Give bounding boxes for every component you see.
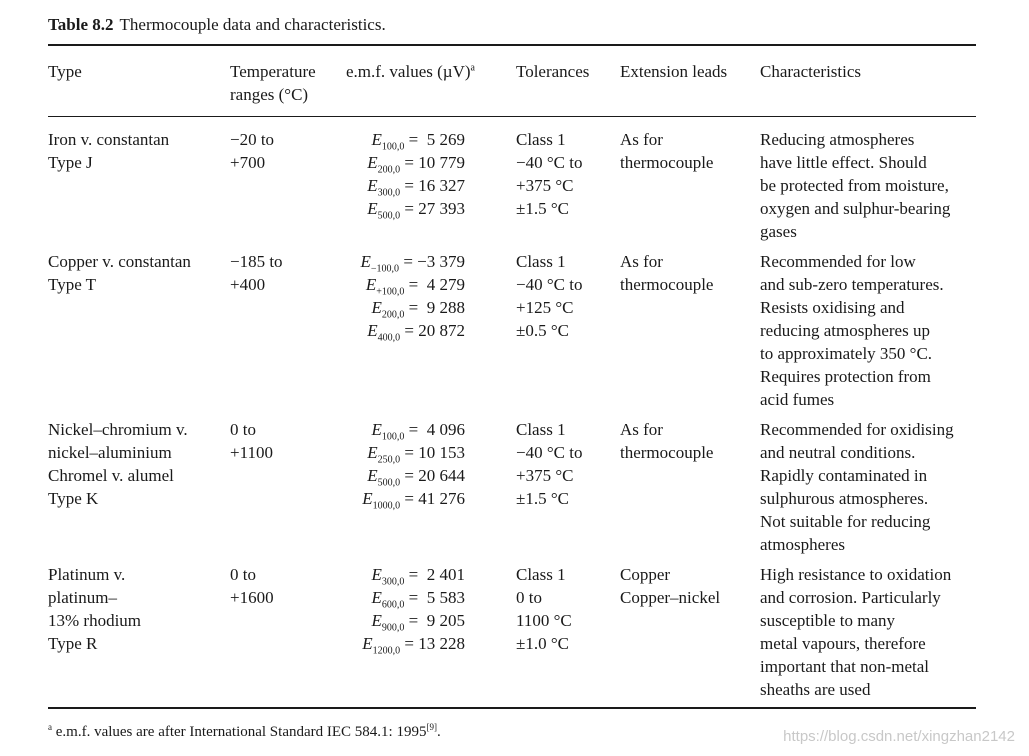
emf-value-line (346, 319, 465, 342)
row-3-tolerances (516, 418, 582, 510)
row-3-tolerances-line: ±1.5 °C (516, 489, 569, 508)
row-4-extension-leads-line: Copper–nickel (620, 588, 721, 607)
row-1-type-line: Type J (48, 153, 93, 172)
emf-value-line (346, 128, 465, 151)
emf-value: = 4 096 (408, 420, 465, 439)
emf-subscript: 300,0 (381, 576, 405, 588)
row-4-characteristics-line: High resistance to oxidation (760, 565, 952, 584)
row-2-extension-leads-line: thermocouple (620, 275, 714, 294)
header-temperature-ranges (230, 60, 316, 106)
row-4-characteristics (760, 563, 951, 701)
emf-value-line (346, 632, 465, 655)
emf-subscript: 250,0 (377, 454, 401, 466)
emf-subscript: 100,0 (381, 431, 405, 443)
emf-value: = 9 205 (408, 611, 465, 630)
row-3-type (48, 418, 188, 510)
emf-symbol: E (367, 321, 378, 340)
row-3-characteristics-line: Rapidly contaminated in (760, 466, 928, 485)
row-1-extension-leads (620, 128, 713, 174)
row-2-tolerances-line: ±0.5 °C (516, 321, 569, 340)
row-4-type-line: Platinum v. (48, 565, 126, 584)
row-1-tolerances-line: ±1.5 °C (516, 199, 569, 218)
row-2-type-line: Type T (48, 275, 97, 294)
footnote-text: e.m.f. values are after International Standard IEC 584.1: 1995 (52, 724, 427, 740)
emf-symbol: E (367, 443, 378, 462)
row-3-temperature-range-line: +1100 (230, 443, 273, 462)
row-3-characteristics-line: atmospheres (760, 535, 845, 554)
emf-symbol: E (362, 489, 373, 508)
row-2-characteristics-line: reducing atmospheres up (760, 321, 930, 340)
emf-symbol: E (360, 252, 371, 271)
emf-subscript: 500,0 (377, 477, 401, 489)
row-3-type-line: Chromel v. alumel (48, 466, 174, 485)
emf-subscript: 1000,0 (372, 500, 401, 512)
row-4-temperature-range (230, 563, 274, 609)
row-4-characteristics-line: sheaths are used (760, 680, 871, 699)
row-4-tolerances-line: Class 1 (516, 565, 566, 584)
emf-value: = 4 279 (408, 275, 465, 294)
table-caption (48, 14, 386, 36)
emf-symbol: E (367, 176, 378, 195)
row-1-type-line: Iron v. constantan (48, 130, 170, 149)
header-emf (346, 60, 475, 83)
emf-value-line (346, 487, 465, 510)
row-2-type-line: Copper v. constantan (48, 252, 191, 271)
emf-value: = 10 779 (404, 153, 465, 172)
emf-value-line (346, 586, 465, 609)
row-2-extension-leads-line: As for (620, 252, 663, 271)
row-4-extension-leads-line: Copper (620, 565, 671, 584)
row-4-emf-values (346, 563, 465, 655)
row-2-temperature-range (230, 250, 283, 296)
row-3-extension-leads (620, 418, 713, 464)
row-3-emf-values (346, 418, 465, 510)
emf-symbol: E (367, 153, 378, 172)
row-1-tolerances-line: −40 °C to (516, 153, 583, 172)
row-1-tolerances (516, 128, 582, 220)
emf-subscript: 200,0 (381, 309, 405, 321)
emf-value: = 16 327 (404, 176, 465, 195)
row-1-temperature-range-line: +700 (230, 153, 266, 172)
emf-value: = 5 269 (408, 130, 465, 149)
row-3-type-line: Nickel–chromium v. (48, 420, 188, 439)
header-emf-footnote-mark: a (470, 62, 475, 74)
row-3-characteristics-line: sulphurous atmospheres. (760, 489, 929, 508)
emf-subscript: −100,0 (370, 263, 400, 275)
emf-value: = 9 288 (408, 298, 465, 317)
row-4-temperature-range-line: 0 to (230, 565, 256, 584)
emf-value-line (346, 418, 465, 441)
emf-symbol: E (371, 130, 382, 149)
emf-subscript: +100,0 (376, 286, 405, 298)
row-2-extension-leads (620, 250, 713, 296)
emf-subscript: 300,0 (377, 187, 401, 199)
row-4-characteristics-line: susceptible to many (760, 611, 896, 630)
emf-value-line (346, 296, 465, 319)
row-3-type-line: nickel–aluminium (48, 443, 172, 462)
row-1-tolerances-line: +375 °C (516, 176, 574, 195)
emf-symbol: E (362, 634, 373, 653)
table-top-rule (48, 44, 976, 46)
row-2-tolerances-line: Class 1 (516, 252, 566, 271)
emf-symbol: E (371, 611, 382, 630)
row-4-characteristics-line: metal vapours, therefore (760, 634, 926, 653)
row-1-type (48, 128, 169, 174)
row-2-characteristics-line: and sub-zero temperatures. (760, 275, 944, 294)
emf-value-line (346, 250, 465, 273)
row-3-characteristics-line: Not suitable for reducing (760, 512, 931, 531)
row-4-extension-leads (620, 563, 720, 609)
row-2-temperature-range-line: +400 (230, 275, 266, 294)
emf-subscript: 100,0 (381, 141, 405, 153)
row-4-tolerances-line: 1100 °C (516, 611, 572, 630)
row-2-characteristics-line: Requires protection from (760, 367, 931, 386)
row-2-tolerances-line: −40 °C to (516, 275, 583, 294)
emf-value: = 20 872 (404, 321, 465, 340)
emf-subscript: 900,0 (381, 622, 405, 634)
emf-symbol: E (371, 298, 382, 317)
emf-value-line (346, 464, 465, 487)
row-2-tolerances (516, 250, 582, 342)
row-4-temperature-range-line: +1600 (230, 588, 274, 607)
row-3-tolerances-line: Class 1 (516, 420, 566, 439)
emf-value-line (346, 197, 465, 220)
table-header-rule (48, 116, 976, 117)
footnote-end: . (436, 724, 441, 740)
header-characteristics: Characteristics (760, 62, 862, 81)
row-4-type-line: platinum– (48, 588, 117, 607)
table-caption-text: Thermocouple data and characteristics. (119, 15, 386, 34)
emf-subscript: 1200,0 (372, 645, 401, 657)
header-range-line-1: Temperature (230, 62, 316, 81)
row-1-emf-values (346, 128, 465, 220)
emf-value-line (346, 174, 465, 197)
table-caption-label: Table 8.2 (48, 15, 114, 34)
row-2-type (48, 250, 191, 296)
row-4-type-line: Type R (48, 634, 98, 653)
emf-value-line (346, 609, 465, 632)
emf-symbol: E (365, 275, 377, 294)
row-4-type (48, 563, 141, 655)
emf-symbol: E (367, 466, 378, 485)
row-3-type-line: Type K (48, 489, 99, 508)
emf-value: = 2 401 (408, 565, 465, 584)
row-1-characteristics-line: be protected from moisture, (760, 176, 949, 195)
row-1-characteristics-line: oxygen and sulphur-bearing (760, 199, 951, 218)
emf-value: = −3 379 (403, 252, 465, 271)
emf-value: = 10 153 (404, 443, 465, 462)
emf-value: = 41 276 (404, 489, 465, 508)
emf-subscript: 400,0 (377, 332, 401, 344)
row-1-extension-leads-line: thermocouple (620, 153, 714, 172)
footnote-reference: [9] (426, 722, 437, 732)
row-4-tolerances-line: ±1.0 °C (516, 634, 569, 653)
emf-subscript: 500,0 (377, 210, 401, 222)
emf-value: = 5 583 (408, 588, 465, 607)
row-1-characteristics-line: have little effect. Should (760, 153, 927, 172)
row-1-temperature-range (230, 128, 274, 174)
row-2-emf-values (346, 250, 465, 342)
row-2-characteristics-line: to approximately 350 °C. (760, 344, 933, 363)
row-1-characteristics-line: gases (760, 222, 797, 241)
row-3-temperature-range (230, 418, 273, 464)
row-1-extension-leads-line: As for (620, 130, 663, 149)
row-3-temperature-range-line: 0 to (230, 420, 256, 439)
emf-symbol: E (371, 420, 382, 439)
row-1-tolerances-line: Class 1 (516, 130, 566, 149)
row-4-type-line: 13% rhodium (48, 611, 142, 630)
row-2-characteristics-line: Recommended for low (760, 252, 916, 271)
header-extension-leads: Extension leads (620, 62, 728, 81)
row-3-characteristics-line: and neutral conditions. (760, 443, 916, 462)
row-3-tolerances-line: −40 °C to (516, 443, 583, 462)
watermark-url: https://blog.csdn.net/xingzhan2142 (783, 728, 1015, 745)
row-1-temperature-range-line: −20 to (230, 130, 275, 149)
row-4-tolerances-line: 0 to (516, 588, 542, 607)
header-type: Type (48, 62, 82, 81)
row-4-characteristics-line: important that non-metal (760, 657, 930, 676)
row-2-characteristics (760, 250, 944, 411)
emf-subscript: 200,0 (377, 164, 401, 176)
row-4-tolerances (516, 563, 572, 655)
emf-value-line (346, 563, 465, 586)
row-2-characteristics-line: acid fumes (760, 390, 835, 409)
footnote-mark: a (48, 722, 52, 732)
emf-value-line (346, 273, 465, 296)
emf-symbol: E (367, 199, 378, 218)
row-3-tolerances-line: +375 °C (516, 466, 574, 485)
emf-value-line (346, 151, 465, 174)
row-1-characteristics (760, 128, 950, 243)
row-2-temperature-range-line: −185 to (230, 252, 283, 271)
row-4-characteristics-line: and corrosion. Particularly (760, 588, 941, 607)
row-3-characteristics (760, 418, 954, 556)
row-3-characteristics-line: Recommended for oxidising (760, 420, 954, 439)
row-2-characteristics-line: Resists oxidising and (760, 298, 905, 317)
table-bottom-rule (48, 707, 976, 709)
row-3-extension-leads-line: As for (620, 420, 663, 439)
row-3-extension-leads-line: thermocouple (620, 443, 714, 462)
emf-symbol: E (371, 588, 382, 607)
emf-value-line (346, 441, 465, 464)
emf-value: = 27 393 (404, 199, 465, 218)
table-footnote (48, 722, 441, 742)
header-tolerances: Tolerances (516, 62, 590, 81)
emf-symbol: E (371, 565, 382, 584)
emf-value: = 13 228 (404, 634, 465, 653)
row-1-characteristics-line: Reducing atmospheres (760, 130, 915, 149)
row-2-tolerances-line: +125 °C (516, 298, 574, 317)
header-range-line-2: ranges (°C) (230, 85, 309, 104)
emf-value: = 20 644 (404, 466, 465, 485)
header-emf-label: e.m.f. values (µV) (346, 62, 471, 81)
emf-subscript: 600,0 (381, 599, 405, 611)
